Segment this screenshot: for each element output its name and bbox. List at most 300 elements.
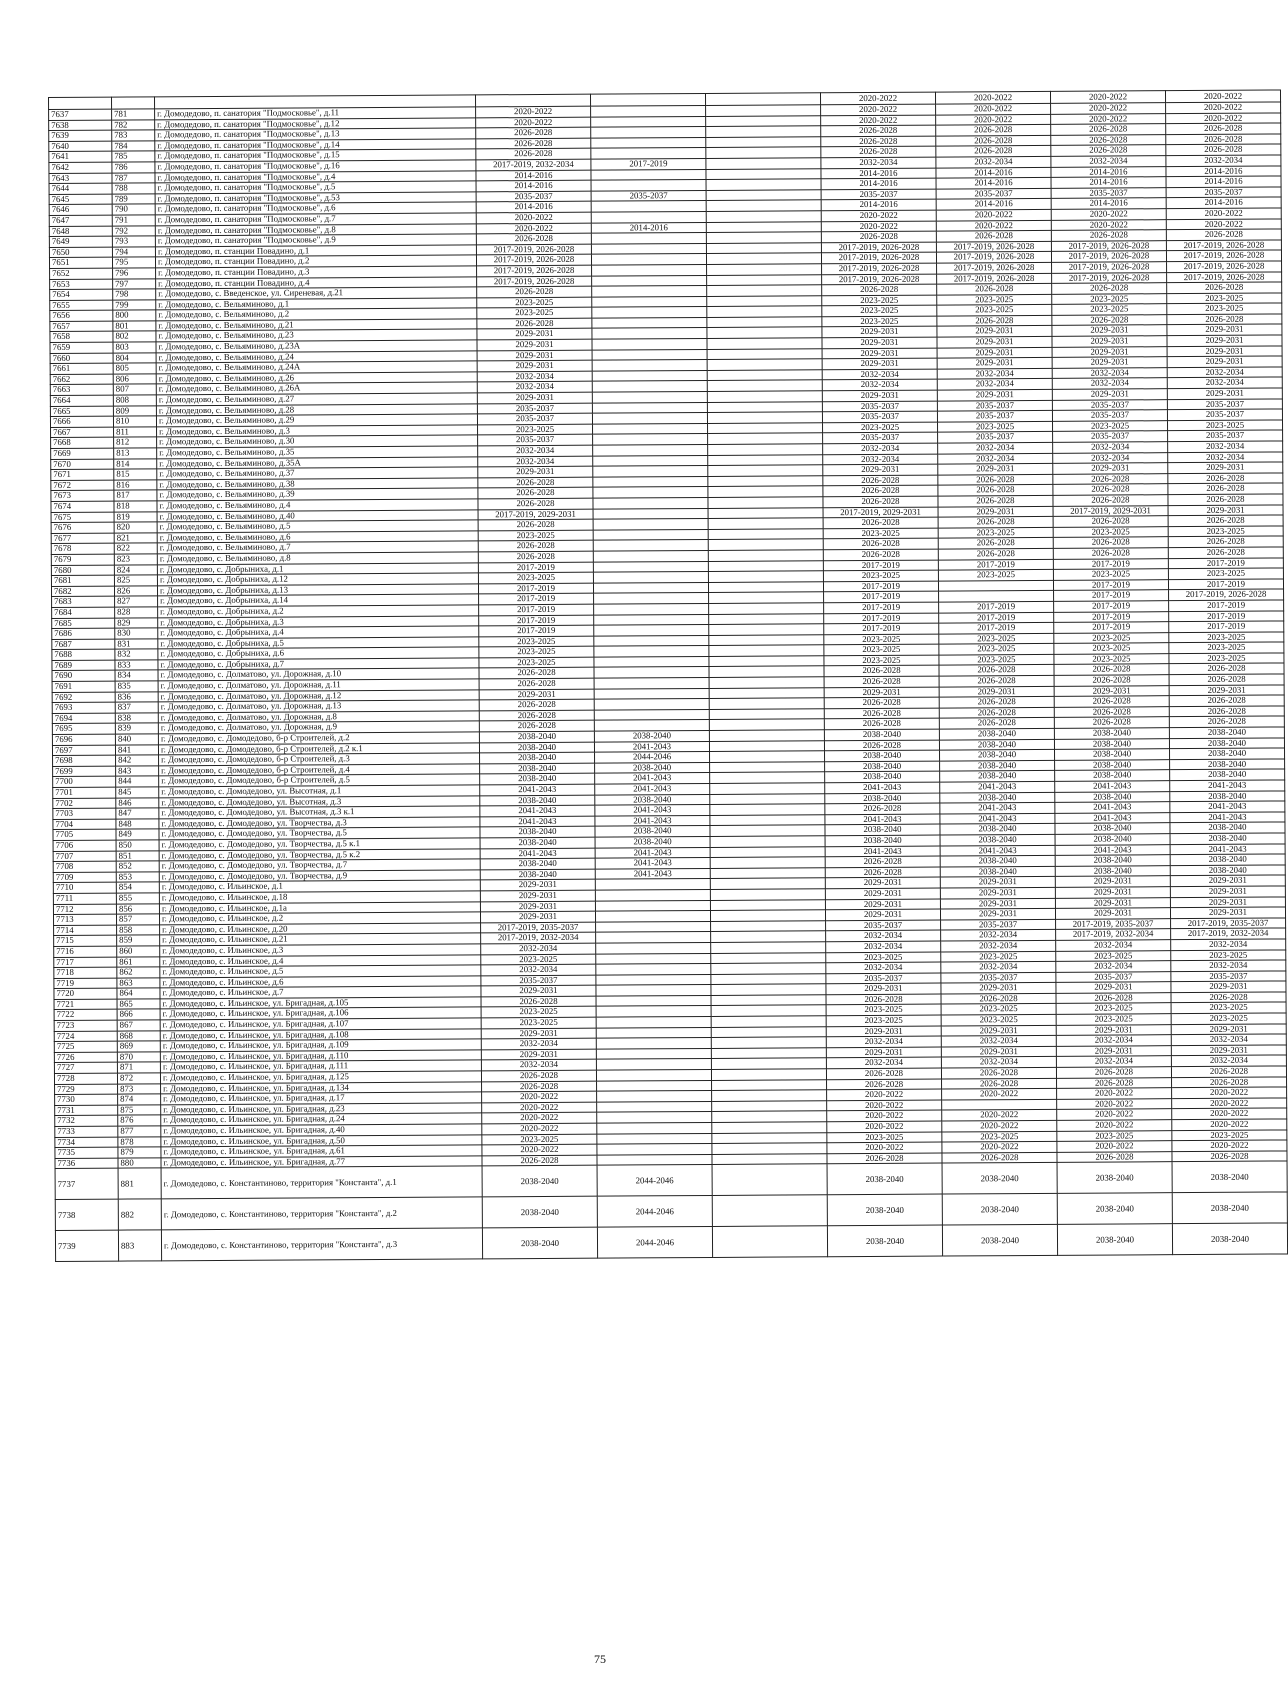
address-cell: г. Домодедово, с. Вельяминово, д.8 bbox=[157, 552, 478, 565]
item-number-cell: 829 bbox=[115, 617, 158, 628]
item-number-cell: 846 bbox=[116, 797, 159, 808]
item-number-cell: 868 bbox=[117, 1030, 160, 1041]
period-cell bbox=[596, 985, 711, 996]
period-cell: 2038-2040 bbox=[1055, 865, 1170, 876]
period-cell: 2029-2031 bbox=[937, 358, 1052, 369]
address-cell: г. Домодедово, п. санатория "Подмосковье", д.13 bbox=[155, 128, 476, 141]
item-number-cell: 843 bbox=[116, 766, 159, 777]
period-cell bbox=[593, 497, 708, 508]
item-number-cell: 867 bbox=[117, 1020, 160, 1031]
period-cell: 2029-2031 bbox=[822, 337, 937, 348]
item-number-cell: 861 bbox=[117, 956, 160, 967]
period-cell: 2038-2040 bbox=[1055, 759, 1170, 770]
period-cell: 2023-2025 bbox=[1057, 1130, 1172, 1141]
period-cell: 2032-2034 bbox=[937, 379, 1052, 390]
period-cell: 2041-2043 bbox=[1170, 780, 1285, 791]
period-cell: 2026-2028 bbox=[1057, 1151, 1172, 1162]
empty-cell bbox=[708, 581, 823, 592]
item-number-cell: 789 bbox=[112, 194, 155, 205]
address-cell: г. Домодедово, п. санатория "Подмосковье", д.5 bbox=[155, 181, 476, 194]
period-cell: 2023-2025 bbox=[941, 1004, 1056, 1015]
period-cell bbox=[594, 699, 709, 710]
item-number-cell: 792 bbox=[112, 225, 155, 236]
row-number-cell: 7729 bbox=[55, 1084, 118, 1095]
empty-cell bbox=[708, 529, 823, 540]
empty-cell bbox=[706, 211, 821, 222]
item-number-cell: 866 bbox=[117, 1009, 160, 1020]
period-cell: 2020-2022 bbox=[1166, 113, 1281, 124]
row-number-cell: 7721 bbox=[54, 999, 117, 1010]
period-cell: 2017-2019 bbox=[1054, 590, 1169, 601]
empty-cell bbox=[709, 624, 824, 635]
period-cell: 2026-2028 bbox=[825, 803, 940, 814]
item-number-cell: 801 bbox=[113, 321, 156, 332]
row-number-cell: 7668 bbox=[51, 438, 114, 449]
period-cell bbox=[592, 264, 707, 275]
period-cell: 2038-2040 bbox=[480, 752, 595, 763]
address-cell: г. Домодедово, с. Вельяминово, д.4 bbox=[157, 499, 478, 512]
item-number-cell: 859 bbox=[117, 935, 160, 946]
row-number-cell: 7647 bbox=[49, 215, 112, 226]
period-cell: 2023-2025 bbox=[1167, 293, 1282, 304]
empty-cell bbox=[708, 423, 823, 434]
item-number-cell: 874 bbox=[118, 1094, 161, 1105]
address-cell: г. Домодедово, с. Ильинское, д.4 bbox=[160, 954, 481, 967]
period-cell bbox=[594, 709, 709, 720]
address-cell: г. Домодедово, с. Ильинское, д.5 bbox=[160, 965, 481, 978]
period-cell: 2041-2043 bbox=[1170, 812, 1285, 823]
period-cell: 2026-2028 bbox=[825, 867, 940, 878]
period-cell: 2038-2040 bbox=[825, 824, 940, 835]
period-cell bbox=[591, 243, 706, 254]
period-cell: 2026-2028 bbox=[478, 488, 593, 499]
period-cell: 2023-2025 bbox=[826, 1015, 941, 1026]
address-cell: г. Домодедово, с. Вельяминово, д.23А bbox=[156, 340, 477, 353]
period-cell: 2032-2034 bbox=[1052, 378, 1167, 389]
period-cell: 2038-2040 bbox=[825, 793, 940, 804]
period-cell: 2020-2022 bbox=[827, 1100, 942, 1111]
period-cell bbox=[594, 656, 709, 667]
address-cell: г. Домодедово, с. Вельяминово, д.30 bbox=[157, 435, 478, 448]
empty-cell bbox=[708, 444, 823, 455]
period-cell: 2029-2031 bbox=[480, 880, 595, 891]
period-cell: 2023-2025 bbox=[478, 424, 593, 435]
period-cell: 2020-2022 bbox=[936, 220, 1051, 231]
period-cell: 2023-2025 bbox=[1169, 653, 1284, 664]
period-cell: 2026-2028 bbox=[476, 149, 591, 160]
empty-cell bbox=[709, 666, 824, 677]
period-cell: 2026-2028 bbox=[1168, 494, 1283, 505]
period-cell: 2026-2028 bbox=[1052, 315, 1167, 326]
item-number-cell: 811 bbox=[114, 427, 157, 438]
period-cell: 2029-2031 bbox=[822, 358, 937, 369]
period-cell: 2020-2022 bbox=[942, 1142, 1057, 1153]
period-cell: 2029-2031 bbox=[1052, 336, 1167, 347]
row-number-cell: 7682 bbox=[51, 586, 114, 597]
period-cell: 2029-2031 bbox=[1054, 685, 1169, 696]
period-cell bbox=[594, 593, 709, 604]
address-cell: г. Домодедово, с. Домодедово, ул. Творчества, д.5 к.1 bbox=[159, 838, 480, 851]
period-cell: 2026-2028 bbox=[1051, 124, 1166, 135]
period-cell: 2032-2034 bbox=[477, 382, 592, 393]
empty-cell bbox=[707, 338, 822, 349]
row-number-cell: 7695 bbox=[52, 724, 115, 735]
period-cell: 2038-2040 bbox=[1172, 1161, 1287, 1193]
period-cell bbox=[592, 307, 707, 318]
period-cell: 2020-2022 bbox=[1051, 209, 1166, 220]
row-number-cell: 7686 bbox=[52, 628, 115, 639]
period-cell: 2038-2040 bbox=[942, 1194, 1057, 1226]
item-number-cell: 828 bbox=[115, 607, 158, 618]
period-cell: 2026-2028 bbox=[1168, 483, 1283, 494]
period-cell: 2029-2031 bbox=[1168, 462, 1283, 473]
period-cell: 2020-2022 bbox=[1057, 1141, 1172, 1152]
period-cell: 2032-2034 bbox=[941, 961, 1056, 972]
empty-cell bbox=[710, 793, 825, 804]
period-cell: 2038-2040 bbox=[942, 1225, 1057, 1257]
period-cell: 2026-2028 bbox=[936, 135, 1051, 146]
period-cell: 2020-2022 bbox=[482, 1091, 597, 1102]
period-cell: 2017-2019, 2026-2028 bbox=[477, 276, 592, 287]
item-number-cell: 832 bbox=[115, 649, 158, 660]
period-cell: 2017-2019 bbox=[824, 623, 939, 634]
period-cell: 2035-2037 bbox=[1051, 187, 1166, 198]
period-cell: 2032-2034 bbox=[1052, 368, 1167, 379]
period-cell: 2032-2034 bbox=[1051, 156, 1166, 167]
row-number-cell: 7698 bbox=[53, 755, 116, 766]
row-number-cell: 7717 bbox=[54, 957, 117, 968]
item-number-cell: 878 bbox=[118, 1136, 161, 1147]
period-cell bbox=[593, 434, 708, 445]
empty-cell bbox=[707, 317, 822, 328]
period-cell: 2032-2034 bbox=[822, 369, 937, 380]
period-cell: 2017-2019, 2032-2034 bbox=[481, 932, 596, 943]
period-cell: 2026-2028 bbox=[827, 1153, 942, 1164]
period-cell bbox=[593, 455, 708, 466]
period-cell: 2038-2040 bbox=[825, 761, 940, 772]
period-cell: 2032-2034 bbox=[826, 1057, 941, 1068]
address-cell: г. Домодедово, с. Домодедово, б-р Строителей, д.3 bbox=[159, 753, 480, 766]
period-cell: 2041-2043 bbox=[594, 741, 709, 752]
period-cell: 2026-2028 bbox=[1169, 716, 1284, 727]
period-cell bbox=[596, 1059, 711, 1070]
period-cell bbox=[592, 296, 707, 307]
period-cell bbox=[595, 900, 710, 911]
item-number-cell: 838 bbox=[115, 713, 158, 724]
period-cell bbox=[593, 423, 708, 434]
empty-cell bbox=[709, 603, 824, 614]
period-cell: 2020-2022 bbox=[821, 210, 936, 221]
row-number-cell: 7705 bbox=[53, 829, 116, 840]
empty-cell bbox=[711, 1048, 826, 1059]
period-cell: 2044-2046 bbox=[597, 1165, 712, 1197]
period-cell: 2041-2043 bbox=[1170, 844, 1285, 855]
row-number-cell: 7675 bbox=[51, 512, 114, 523]
row-number-cell: 7651 bbox=[49, 257, 112, 268]
row-number-cell: 7732 bbox=[55, 1115, 118, 1126]
period-cell: 2020-2022 bbox=[1172, 1119, 1287, 1130]
period-cell bbox=[592, 286, 707, 297]
period-cell: 2029-2031 bbox=[1052, 357, 1167, 368]
period-cell: 2035-2037 bbox=[1167, 399, 1282, 410]
item-number-cell: 819 bbox=[114, 511, 157, 522]
empty-cell bbox=[708, 454, 823, 465]
row-number-cell: 7689 bbox=[52, 660, 115, 671]
period-cell: 2026-2028 bbox=[479, 699, 594, 710]
empty-cell bbox=[710, 825, 825, 836]
period-cell: 2026-2028 bbox=[1168, 536, 1283, 547]
period-cell: 2023-2025 bbox=[937, 294, 1052, 305]
row-number-cell: 7699 bbox=[53, 766, 116, 777]
empty-cell bbox=[709, 719, 824, 730]
item-number-cell: 851 bbox=[116, 850, 159, 861]
empty-cell bbox=[706, 232, 821, 243]
period-cell: 2026-2028 bbox=[481, 1070, 596, 1081]
period-cell: 2023-2025 bbox=[478, 572, 593, 583]
period-cell: 2041-2043 bbox=[825, 846, 940, 857]
row-number-cell: 7687 bbox=[52, 639, 115, 650]
period-cell: 2014-2016 bbox=[476, 170, 591, 181]
empty-cell bbox=[712, 1164, 827, 1196]
period-cell: 2026-2028 bbox=[1054, 664, 1169, 675]
item-number-cell: 812 bbox=[114, 437, 157, 448]
period-cell: 2017-2019 bbox=[939, 601, 1054, 612]
empty-cell bbox=[709, 709, 824, 720]
period-cell bbox=[596, 953, 711, 964]
item-number-cell: 822 bbox=[114, 543, 157, 554]
period-cell: 2023-2025 bbox=[942, 1131, 1057, 1142]
empty-cell bbox=[711, 942, 826, 953]
period-cell: 2029-2031 bbox=[941, 1025, 1056, 1036]
period-cell: 2026-2028 bbox=[1168, 473, 1283, 484]
period-cell: 2026-2028 bbox=[1167, 282, 1282, 293]
period-cell: 2026-2028 bbox=[482, 1081, 597, 1092]
period-cell: 2029-2031 bbox=[1052, 325, 1167, 336]
address-cell: г. Домодедово, с. Ильинское, ул. Бригадная, д.106 bbox=[160, 1007, 481, 1020]
period-cell: 2023-2025 bbox=[826, 952, 941, 963]
period-cell: 2020-2022 bbox=[827, 1142, 942, 1153]
period-cell: 2026-2028 bbox=[822, 284, 937, 295]
address-cell: г. Домодедово, с. Ильинское, д.6 bbox=[160, 976, 481, 989]
period-cell: 2029-2031 bbox=[826, 1026, 941, 1037]
item-number-cell: 840 bbox=[115, 734, 158, 745]
row-number-cell: 7655 bbox=[50, 300, 113, 311]
period-cell: 2026-2028 bbox=[824, 719, 939, 730]
period-cell: 2020-2022 bbox=[827, 1110, 942, 1121]
period-cell: 2023-2025 bbox=[1056, 950, 1171, 961]
empty-cell bbox=[706, 105, 821, 116]
empty-cell bbox=[710, 889, 825, 900]
row-number-cell: 7722 bbox=[54, 1010, 117, 1021]
item-number-cell: 864 bbox=[117, 988, 160, 999]
period-cell bbox=[596, 1017, 711, 1028]
item-number-cell: 791 bbox=[112, 215, 155, 226]
period-cell: 2020-2022 bbox=[1166, 208, 1281, 219]
period-cell: 2023-2025 bbox=[827, 1132, 942, 1143]
address-cell: г. Домодедово, с. Вельяминово, д.39 bbox=[157, 488, 478, 501]
address-cell: г. Домодедово, п. санатория "Подмосковье", д.4 bbox=[155, 170, 476, 183]
period-cell: 2023-2025 bbox=[941, 1014, 1056, 1025]
empty-cell bbox=[711, 963, 826, 974]
period-cell: 2032-2034 bbox=[823, 454, 938, 465]
period-cell: 2023-2025 bbox=[822, 305, 937, 316]
empty-cell bbox=[712, 1154, 827, 1165]
empty-cell bbox=[706, 137, 821, 148]
period-cell: 2023-2025 bbox=[1172, 1130, 1287, 1141]
item-number-cell: 782 bbox=[112, 119, 155, 130]
period-cell: 2032-2034 bbox=[481, 1060, 596, 1071]
row-number-cell: 7660 bbox=[50, 353, 113, 364]
row-number-cell: 7637 bbox=[49, 109, 112, 120]
period-cell: 2026-2028 bbox=[821, 136, 936, 147]
row-number-cell: 7672 bbox=[51, 480, 114, 491]
empty-cell bbox=[709, 592, 824, 603]
item-number-cell: 824 bbox=[114, 564, 157, 575]
period-cell: 2026-2028 bbox=[1166, 229, 1281, 240]
period-cell: 2026-2028 bbox=[482, 1155, 597, 1166]
address-cell: г. Домодедово, с. Ильинское, ул. Бригадная, д.17 bbox=[161, 1092, 482, 1105]
period-cell: 2035-2037 bbox=[1168, 430, 1283, 441]
period-cell: 2029-2031 bbox=[481, 1028, 596, 1039]
period-cell: 2026-2028 bbox=[939, 718, 1054, 729]
period-cell: 2017-2019 bbox=[479, 604, 594, 615]
period-cell: 2023-2025 bbox=[481, 1007, 596, 1018]
period-cell: 2017-2019, 2026-2028 bbox=[937, 262, 1052, 273]
period-cell: 2026-2028 bbox=[824, 708, 939, 719]
period-cell: 2029-2031 bbox=[940, 877, 1055, 888]
period-cell: 2038-2040 bbox=[1169, 738, 1284, 749]
period-cell: 2020-2022 bbox=[1172, 1087, 1287, 1098]
period-cell: 2026-2028 bbox=[1169, 663, 1284, 674]
item-number-cell: 855 bbox=[116, 893, 159, 904]
period-cell: 2032-2034 bbox=[477, 371, 592, 382]
period-cell: 2023-2025 bbox=[482, 1134, 597, 1145]
period-cell: 2032-2034 bbox=[478, 456, 593, 467]
period-cell: 2014-2016 bbox=[936, 167, 1051, 178]
period-cell: 2014-2016 bbox=[936, 178, 1051, 189]
period-cell: 2023-2025 bbox=[938, 569, 1053, 580]
period-cell: 2023-2025 bbox=[1171, 949, 1286, 960]
period-cell: 2041-2043 bbox=[595, 815, 710, 826]
period-cell: 2026-2028 bbox=[939, 665, 1054, 676]
period-cell bbox=[592, 317, 707, 328]
address-cell: г. Домодедово, п. санатория "Подмосковье", д.53 bbox=[155, 192, 476, 205]
period-cell bbox=[938, 580, 1053, 591]
period-cell: 2026-2028 bbox=[1054, 696, 1169, 707]
period-cell: 2038-2040 bbox=[482, 1228, 597, 1260]
empty-cell bbox=[710, 857, 825, 868]
period-cell: 2014-2016 bbox=[821, 199, 936, 210]
period-cell: 2026-2028 bbox=[1171, 992, 1286, 1003]
period-cell bbox=[592, 392, 707, 403]
period-cell: 2023-2025 bbox=[1053, 569, 1168, 580]
period-cell: 2029-2031 bbox=[823, 464, 938, 475]
period-cell: 2035-2037 bbox=[821, 189, 936, 200]
item-number-cell: 798 bbox=[113, 289, 156, 300]
period-cell: 2032-2034 bbox=[1053, 442, 1168, 453]
row-number-cell: 7706 bbox=[53, 840, 116, 851]
row-number-cell: 7679 bbox=[51, 554, 114, 565]
period-cell: 2041-2043 bbox=[825, 782, 940, 793]
period-cell bbox=[591, 180, 706, 191]
period-cell: 2017-2019, 2026-2028 bbox=[821, 252, 936, 263]
period-cell: 2035-2037 bbox=[478, 435, 593, 446]
row-number-cell: 7677 bbox=[51, 533, 114, 544]
period-cell bbox=[596, 995, 711, 1006]
period-cell: 2041-2043 bbox=[940, 803, 1055, 814]
empty-cell bbox=[708, 507, 823, 518]
row-number-cell: 7709 bbox=[53, 872, 116, 883]
period-cell: 2017-2019, 2026-2028 bbox=[1167, 261, 1282, 272]
period-cell: 2023-2025 bbox=[1053, 526, 1168, 537]
period-cell: 2017-2019 bbox=[478, 562, 593, 573]
period-cell: 2038-2040 bbox=[595, 836, 710, 847]
row-number-cell: 7736 bbox=[55, 1158, 118, 1169]
address-cell: г. Домодедово, с. Ильинское, д.2 bbox=[159, 912, 480, 925]
period-cell: 2026-2028 bbox=[1172, 1151, 1287, 1162]
period-cell bbox=[593, 550, 708, 561]
period-cell: 2035-2037 bbox=[1052, 399, 1167, 410]
period-cell bbox=[591, 254, 706, 265]
item-number-cell: 879 bbox=[118, 1147, 161, 1158]
empty-cell bbox=[707, 359, 822, 370]
header-cell bbox=[705, 93, 820, 106]
period-cell: 2029-2031 bbox=[1055, 908, 1170, 919]
period-cell: 2026-2028 bbox=[476, 138, 591, 149]
period-cell: 2026-2028 bbox=[1166, 123, 1281, 134]
period-cell: 2032-2034 bbox=[1056, 1056, 1171, 1067]
empty-cell bbox=[710, 783, 825, 794]
period-cell: 2038-2040 bbox=[825, 750, 940, 761]
period-cell: 2035-2037 bbox=[826, 973, 941, 984]
address-cell: г. Домодедово, с. Ильинское, д.7 bbox=[160, 986, 481, 999]
address-cell: г. Домодедово, с. Вельяминово, д.27 bbox=[156, 393, 477, 406]
period-cell: 2038-2040 bbox=[940, 834, 1055, 845]
period-cell: 2029-2031 bbox=[1056, 982, 1171, 993]
period-cell bbox=[593, 508, 708, 519]
period-cell: 2020-2022 bbox=[1057, 1120, 1172, 1131]
period-cell: 2023-2025 bbox=[939, 633, 1054, 644]
item-number-cell: 817 bbox=[114, 490, 157, 501]
period-cell: 2020-2022 bbox=[482, 1123, 597, 1134]
period-cell: 2032-2034 bbox=[1168, 452, 1283, 463]
item-number-cell: 785 bbox=[112, 151, 155, 162]
period-cell: 2038-2040 bbox=[1170, 833, 1285, 844]
period-cell: 2038-2040 bbox=[825, 835, 940, 846]
item-number-cell: 820 bbox=[114, 522, 157, 533]
item-number-cell: 793 bbox=[112, 236, 155, 247]
period-cell: 2035-2037 bbox=[822, 401, 937, 412]
empty-cell bbox=[708, 433, 823, 444]
period-cell: 2038-2040 bbox=[1170, 791, 1285, 802]
period-cell bbox=[591, 116, 706, 127]
period-cell: 2014-2016 bbox=[591, 222, 706, 233]
row-number-cell: 7720 bbox=[54, 988, 117, 999]
row-number-cell: 7737 bbox=[55, 1168, 118, 1199]
period-cell: 2026-2028 bbox=[1166, 144, 1281, 155]
item-number-cell: 831 bbox=[115, 639, 158, 650]
period-cell bbox=[591, 127, 706, 138]
period-cell bbox=[596, 974, 711, 985]
period-cell bbox=[596, 1038, 711, 1049]
address-cell: г. Домодедово, с. Вельяминово, д.26 bbox=[156, 372, 477, 385]
address-cell: г. Домодедово, с. Долматово, ул. Дорожная, д.9 bbox=[158, 721, 479, 734]
period-cell: 2017-2019, 2026-2028 bbox=[1051, 251, 1166, 262]
empty-cell bbox=[707, 380, 822, 391]
period-cell: 2029-2031 bbox=[1170, 875, 1285, 886]
empty-cell bbox=[711, 995, 826, 1006]
period-cell: 2038-2040 bbox=[480, 837, 595, 848]
